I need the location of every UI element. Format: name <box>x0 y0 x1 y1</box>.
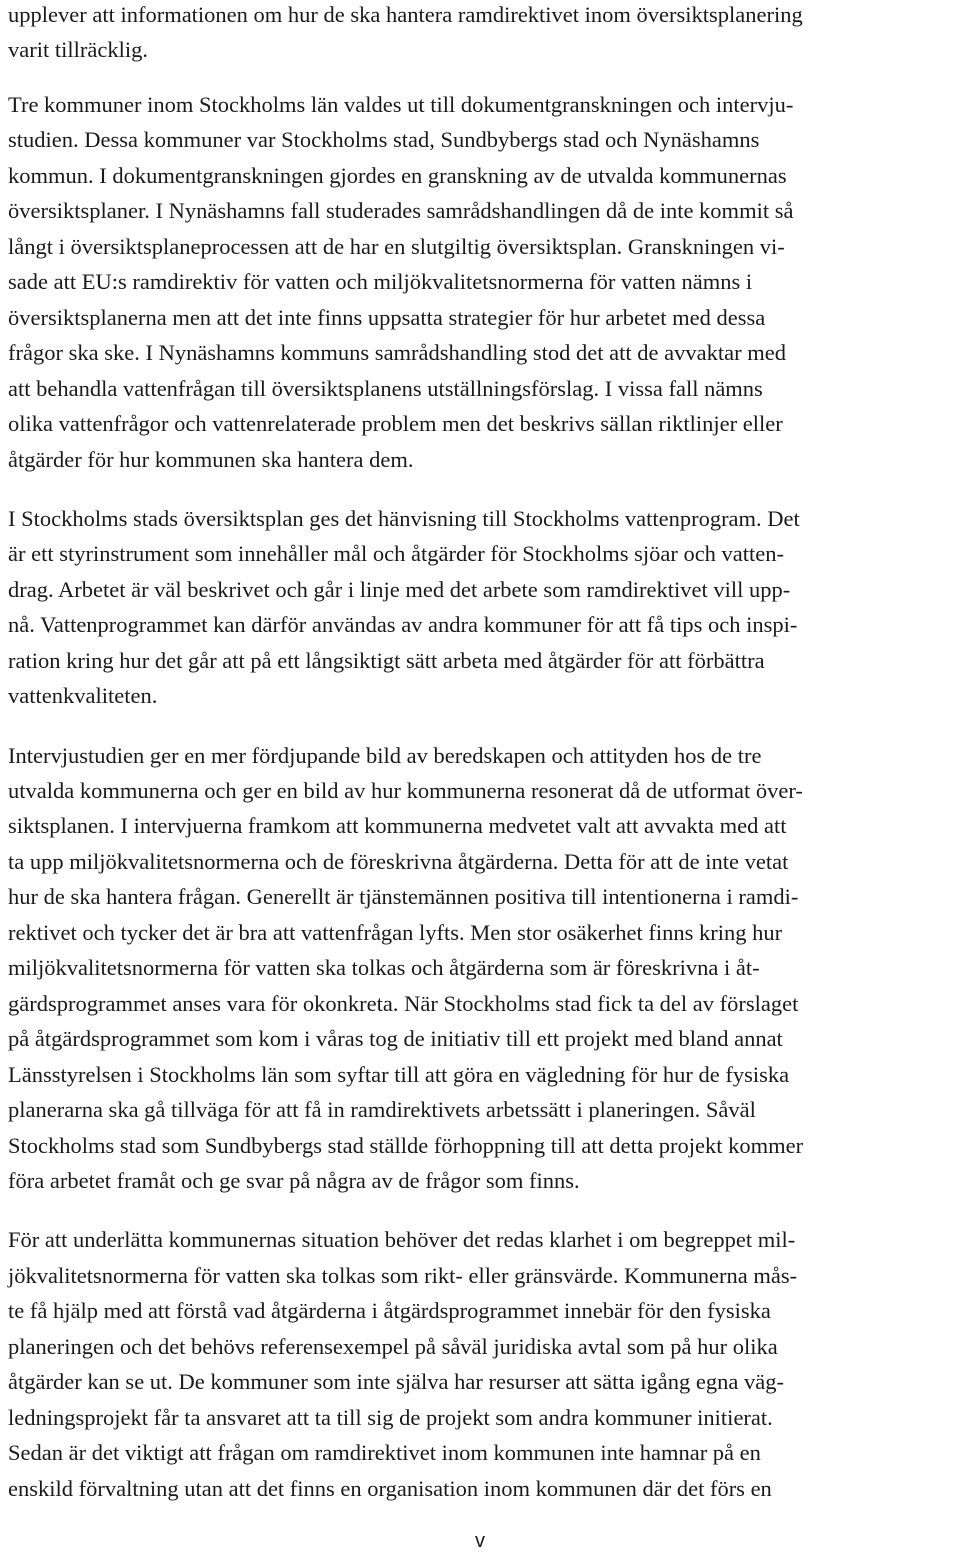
text-line: upplever att informationen om hur de ska hantera ramdirektivet inom översiktsplanering <box>8 2 803 27</box>
text-line: ration kring hur det går att på ett långsiktigt sätt arbeta med åtgärder för att förbättra <box>8 648 765 673</box>
text-line: nå. Vattenprogrammet kan därför användas av andra kommuner för att få tips och inspi- <box>8 612 798 637</box>
text-line: planeringen och det behövs referensexempel på såväl juridiska avtal som på hur olika <box>8 1334 778 1359</box>
text-line: studien. Dessa kommuner var Stockholms stad, Sundbybergs stad och Nynäshamns <box>8 127 760 152</box>
text-line: vattenkvaliteten. <box>8 683 158 708</box>
text-line: miljökvalitetsnormerna för vatten ska tolkas och åtgärderna som är föreskrivna i åt- <box>8 955 760 980</box>
text-line: åtgärder för hur kommunen ska hantera dem. <box>8 447 414 472</box>
text-line: Intervjustudien ger en mer fördjupande bild av beredskapen och attityden hos de tre <box>8 743 762 768</box>
text-line: frågor ska ske. I Nynäshamns kommuns samrådshandling stod det att de avvaktar med <box>8 340 786 365</box>
text-line: I Stockholms stads översiktsplan ges det hänvisning till Stockholms vattenprogram. Det <box>8 506 800 531</box>
text-line: gärdsprogrammet anses vara för okonkreta. När Stockholms stad fick ta del av förslaget <box>8 991 799 1016</box>
text-line: varit tillräcklig. <box>8 37 148 62</box>
text-line: sade att EU:s ramdirektiv för vatten och miljökvalitetsnormerna för vatten nämns i <box>8 269 753 294</box>
text-line: översiktsplanerna men att det inte finns uppsatta strategier för hur arbetet med dessa <box>8 305 766 330</box>
text-line: jökvalitetsnormerna för vatten ska tolkas som rikt- eller gränsvärde. Kommunerna mås- <box>8 1263 798 1288</box>
text-line: rektivet och tycker det är bra att vattenfrågan lyfts. Men stor osäkerhet finns kring hur <box>8 920 783 945</box>
page-number: v <box>475 1530 485 1552</box>
text-line: kommun. I dokumentgranskningen gjordes en granskning av de utvalda kommunernas <box>8 163 787 188</box>
text-line: ta upp miljökvalitetsnormerna och de föreskrivna åtgärderna. Detta för att de inte vetat <box>8 849 789 874</box>
text-line: planerarna ska gå tillväga för att få in ramdirektivets arbetssätt i planeringen. Såväl <box>8 1097 756 1122</box>
text-line: är ett styrinstrument som innehåller mål och åtgärder för Stockholms sjöar och vatten- <box>8 541 785 566</box>
text-line: att behandla vattenfrågan till översiktsplanens utställningsförslag. I vissa fall nämns <box>8 376 763 401</box>
text-line: olika vattenfrågor och vattenrelaterade problem men det beskrivs sällan riktlinjer eller <box>8 411 783 436</box>
text-line: Tre kommuner inom Stockholms län valdes ut till dokumentgranskningen och intervju- <box>8 92 794 117</box>
text-line: te få hjälp med att förstå vad åtgärderna i åtgärdsprogrammet innebär för den fysiska <box>8 1298 771 1323</box>
text-line: åtgärder kan se ut. De kommuner som inte själva har resurser att sätta igång egna väg- <box>8 1369 784 1394</box>
text-line: på åtgärdsprogrammet som kom i våras tog de initiativ till ett projekt med bland annat <box>8 1026 783 1051</box>
text-line: långt i översiktsplaneprocessen att de har en slutgiltig översiktsplan. Granskningen vi- <box>8 234 785 259</box>
text-line: Länsstyrelsen i Stockholms län som syftar till att göra en vägledning för hur de fysiska <box>8 1062 790 1087</box>
text-line: För att underlätta kommunernas situation behöver det redas klarhet i om begreppet mil- <box>8 1227 796 1252</box>
text-line: ledningsprojekt får ta ansvaret att ta till sig de projekt som andra kommuner initierat. <box>8 1405 773 1430</box>
text-line: föra arbetet framåt och ge svar på några av de frågor som finns. <box>8 1168 580 1193</box>
text-line: Stockholms stad som Sundbybergs stad ställde förhoppning till att detta projekt kommer <box>8 1133 804 1158</box>
text-line: hur de ska hantera frågan. Generellt är tjänstemännen positiva till intentionerna i ramdi- <box>8 884 799 909</box>
text-line: siktsplanen. I intervjuerna framkom att kommunerna medvetet valt att avvakta med att <box>8 813 787 838</box>
text-line: drag. Arbetet är väl beskrivet och går i linje med det arbete som ramdirektivet vill upp- <box>8 577 791 602</box>
text-line: utvalda kommunerna och ger en bild av hur kommunerna resonerat då de utformat över- <box>8 778 803 803</box>
text-line: översiktsplaner. I Nynäshamns fall studerades samrådshandlingen då de inte kommit så <box>8 198 794 223</box>
text-line: enskild förvaltning utan att det finns en organisation inom kommunen där det förs en <box>8 1476 772 1501</box>
text-line: Sedan är det viktigt att frågan om ramdirektivet inom kommunen inte hamnar på en <box>8 1440 761 1465</box>
